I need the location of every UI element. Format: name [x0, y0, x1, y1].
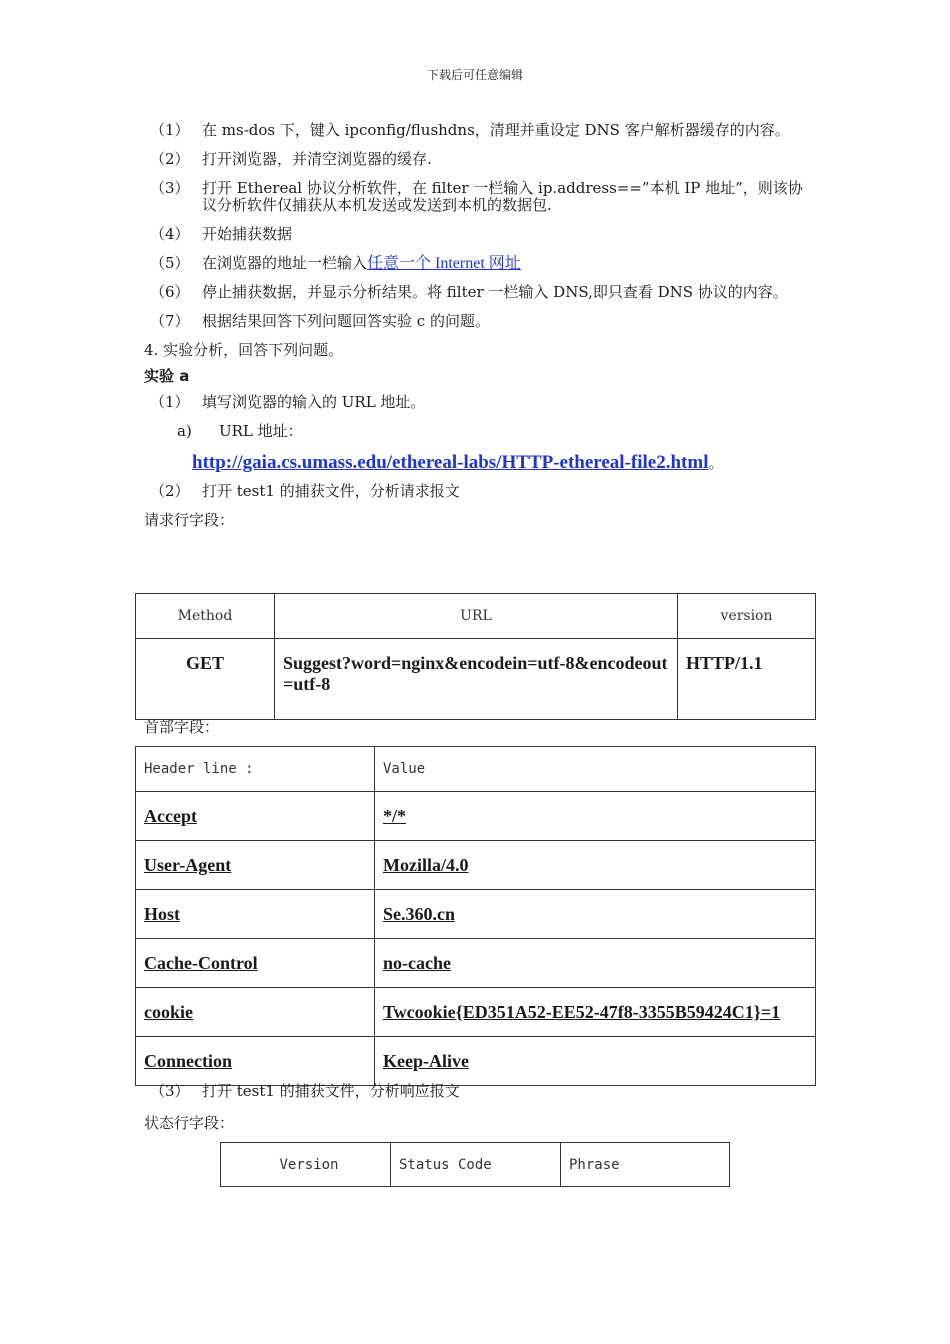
step-2 — [144, 151, 816, 168]
table-cell: cookie — [136, 988, 375, 1037]
table-header-row — [221, 1143, 730, 1187]
step-text: 在浏览器的地址一栏输入 — [202, 254, 368, 272]
step-text: 停止捕获数据，并显示分析结果。将 filter 一栏输入 DNS,即只查看 DNS 协议的内容。 — [202, 283, 788, 301]
url-line — [144, 452, 816, 474]
step-number: （1） — [150, 121, 190, 139]
experiment-a-heading: 实验 a — [144, 367, 190, 385]
question-number: （3） — [150, 1082, 190, 1100]
question-1 — [144, 394, 816, 411]
table-header-cell: Header line : — [136, 747, 375, 792]
table-header-cell: Method — [136, 594, 275, 639]
table-cell: Connection — [136, 1037, 375, 1086]
table-cell: User-Agent — [136, 841, 375, 890]
url-link[interactable]: http://gaia.cs.umass.edu/ethereal-labs/HTTP-ethereal-file2.html — [192, 452, 709, 473]
table-row — [136, 939, 816, 988]
step-text: 根据结果回答下列问题回答实验 c 的问题。 — [202, 312, 490, 330]
step-number: （4） — [150, 225, 190, 243]
table-row — [136, 988, 816, 1037]
table-header-cell: URL — [275, 594, 678, 639]
table-cell: */* — [375, 792, 816, 841]
question-1a — [144, 423, 816, 440]
step-4 — [144, 226, 816, 243]
step-number: （7） — [150, 312, 190, 330]
url-suffix: 。 — [708, 454, 724, 472]
step-6 — [144, 284, 816, 301]
page-header: 下载后可任意编辑 — [426, 68, 523, 82]
step-5 — [144, 255, 816, 272]
step-number: （5） — [150, 254, 190, 272]
step-text: 打开 Ethereal 协议分析软件，在 filter 一栏输入 ip.address==”本机 IP 地址”，则该协议分析软件仅捕获从本机发送或发送到本机的数据包. — [202, 179, 803, 214]
question-3 — [144, 1083, 874, 1100]
step-number: （3） — [150, 179, 190, 197]
table-cell: GET — [136, 639, 275, 720]
step-text: 开始捕获数据 — [202, 225, 293, 243]
section-4-heading: 4. 实验分析，回答下列问题。 — [144, 341, 344, 359]
sub-text: URL 地址： — [219, 422, 303, 440]
status-line-table — [220, 1142, 730, 1187]
table-header-cell: Version — [221, 1143, 391, 1187]
table-row — [136, 841, 816, 890]
table-cell: Host — [136, 890, 375, 939]
question-number: （1） — [150, 393, 190, 411]
step-number: （2） — [150, 150, 190, 168]
table-header-cell: Value — [375, 747, 816, 792]
table-row — [136, 890, 816, 939]
table-row — [136, 792, 816, 841]
table-cell: Keep-Alive — [375, 1037, 816, 1086]
table-header-row — [136, 594, 816, 639]
sub-number: a) — [177, 422, 192, 440]
table-header-row — [136, 747, 816, 792]
question-text: 打开 test1 的捕获文件，分析响应报文 — [202, 1082, 460, 1100]
step-text: 打开浏览器，并清空浏览器的缓存. — [202, 150, 432, 168]
request-line-label: 请求行字段： — [144, 511, 235, 529]
step-number: （6） — [150, 283, 190, 301]
header-fields-label: 首部字段： — [144, 718, 220, 736]
status-line-label: 状态行字段： — [144, 1114, 235, 1132]
table-cell: Cache-Control — [136, 939, 375, 988]
question-text: 填写浏览器的输入的 URL 地址。 — [202, 393, 426, 411]
question-text: 打开 test1 的捕获文件，分析请求报文 — [202, 482, 460, 500]
table-cell: Se.360.cn — [375, 890, 816, 939]
step-3 — [144, 180, 816, 214]
table-header-cell: version — [678, 594, 816, 639]
table-cell: Accept — [136, 792, 375, 841]
step-1 — [144, 122, 816, 139]
header-fields-table — [135, 746, 816, 1086]
table-header-cell: Status Code — [391, 1143, 561, 1187]
step-text: 在 ms-dos 下，键入 ipconfig/flushdns，清理并重设定 DNS 客户解析器缓存的内容。 — [202, 121, 790, 139]
table-cell: no-cache — [375, 939, 816, 988]
document-body — [144, 122, 816, 538]
table-header-cell: Phrase — [561, 1143, 730, 1187]
request-line-table — [135, 593, 816, 720]
question-number: （2） — [150, 482, 190, 500]
table-cell: HTTP/1.1 — [678, 639, 816, 720]
table-cell: Mozilla/4.0 — [375, 841, 816, 890]
table-row — [136, 1037, 816, 1086]
question-2 — [144, 483, 816, 500]
internet-address-link[interactable]: 任意一个 Internet 网址 — [367, 255, 521, 272]
table-cell: Suggest?word=nginx&encodein=utf-8&encodeout=utf-8 — [275, 639, 678, 720]
table-cell: Twcookie{ED351A52-EE52-47f8-3355B59424C1}=1 — [375, 988, 816, 1037]
step-7 — [144, 313, 816, 330]
table-row — [136, 639, 816, 720]
